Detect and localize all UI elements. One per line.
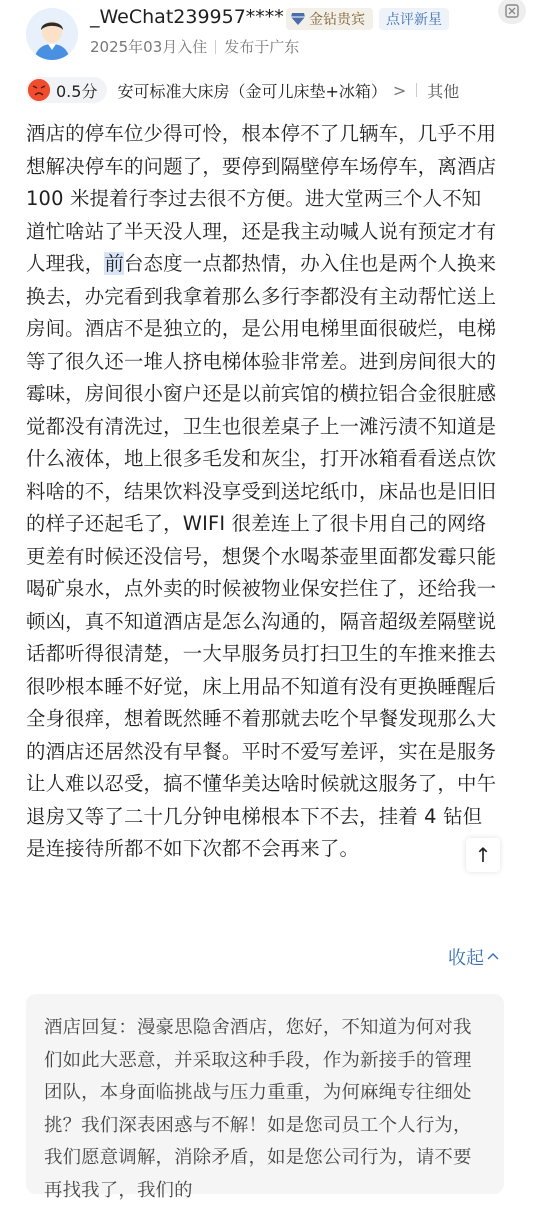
angry-face-icon <box>28 79 50 101</box>
back-to-top-button[interactable]: ↑ <box>466 838 500 872</box>
avatar[interactable] <box>26 8 78 60</box>
meta-divider <box>215 40 216 54</box>
hotel-reply-text: 酒店回复：漫豪思隐舍酒店，您好，不知道为何对我们如此大恶意，并采取这种手段，作为新接手的管理团队，本身面临挑战与压力重重，为何麻绳专往细处挑？我们深表困惑与不解！如是您司员工个人行为，我们愿意调解，消除矛盾，如是您公司行为，请不要再找我了，我们的 <box>44 1017 472 1201</box>
chevron-right-icon: > <box>392 80 407 100</box>
new-star-badge[interactable]: 点评新星 <box>379 8 449 30</box>
review-text-selection: 前 <box>104 252 124 275</box>
collapse-button[interactable] <box>448 944 499 970</box>
more-icon <box>504 3 520 19</box>
gold-vip-badge[interactable] <box>286 8 373 30</box>
chevron-up-icon <box>487 950 499 964</box>
review-meta <box>90 36 299 57</box>
trip-type-label: 其他 <box>427 81 460 101</box>
review-header <box>0 0 534 70</box>
rating-score: 0.5分 <box>56 81 98 101</box>
rating-pill <box>26 77 107 103</box>
user-avatar-icon <box>26 8 78 60</box>
hotel-reply <box>26 994 504 1201</box>
gold-badge-label: 金钻贵宾 <box>309 12 365 28</box>
more-button[interactable] <box>498 0 526 24</box>
room-divider <box>416 83 417 97</box>
diamond-icon <box>290 12 306 26</box>
review-text-part-2: 台态度一点都热情，办入住也是两个人换来换去，办完看到我拿着那么多行李都没有主动帮忙送上房间。酒店不是独立的，是公用电梯里面很破烂，电梯等了很久还一堆人挤电梯体验非常差。进到房间很大的霉味，房间很小窗户还是以前宾馆的横拉铝合金很脏感觉都没有清洗过，卫生也很差桌子上一滩污渍不知道是什么液体，地上很多毛发和灰尘，打开冰箱看看送点饮料啥的不，结果饮料没享受到送坨纸巾，床品也是旧旧的样子还起毛了，WIFI 很差连上了很卡用自己的网络更差有时候还没信号，想煲个水喝茶壶里面都发霉只能喝矿泉水，点外卖的时候被物业保安拦住了，还给我一顿凶，真不知道酒店是怎么沟通的，隔音超级差隔壁说话都听得很清楚，一大早服务员打扫卫生的车推来推去很吵根本睡不好觉，床上用品不知道有没有更换睡醒后全身很痒，想着既然睡不着那就去吃个早餐发现那么大的酒店还居然没有早餐。平时不爱写差评，实在是服务让人难以忍受，搞不懂华美达啥时候就这服务了，中午退房又等了二十几分钟电梯根本下不去，挂着 4 钻但是连接待所都不如下次都不会再来了。 <box>26 252 497 860</box>
room-type-link[interactable]: 安可标准大床房（金可儿床垫+冰箱） <box>117 81 387 101</box>
review-text-part-1: 酒店的停车位少得可怜，根本停不了几辆车，几乎不用想解决停车的问题了，要停到隔壁停车场停车，离酒店 100 米提着行李过去很不方便。进大堂两三个人不知道忙啥站了半天没人理，还是我主动喊人说有预定才有人理我， <box>26 122 497 275</box>
review-text <box>26 118 500 866</box>
collapse-label: 收起 <box>448 948 484 969</box>
stay-date: 2025年03月入住 <box>90 38 208 56</box>
username[interactable]: _WeChat239957**** <box>90 6 284 28</box>
post-location: 发布于广东 <box>224 38 300 56</box>
rating-row <box>26 76 516 104</box>
